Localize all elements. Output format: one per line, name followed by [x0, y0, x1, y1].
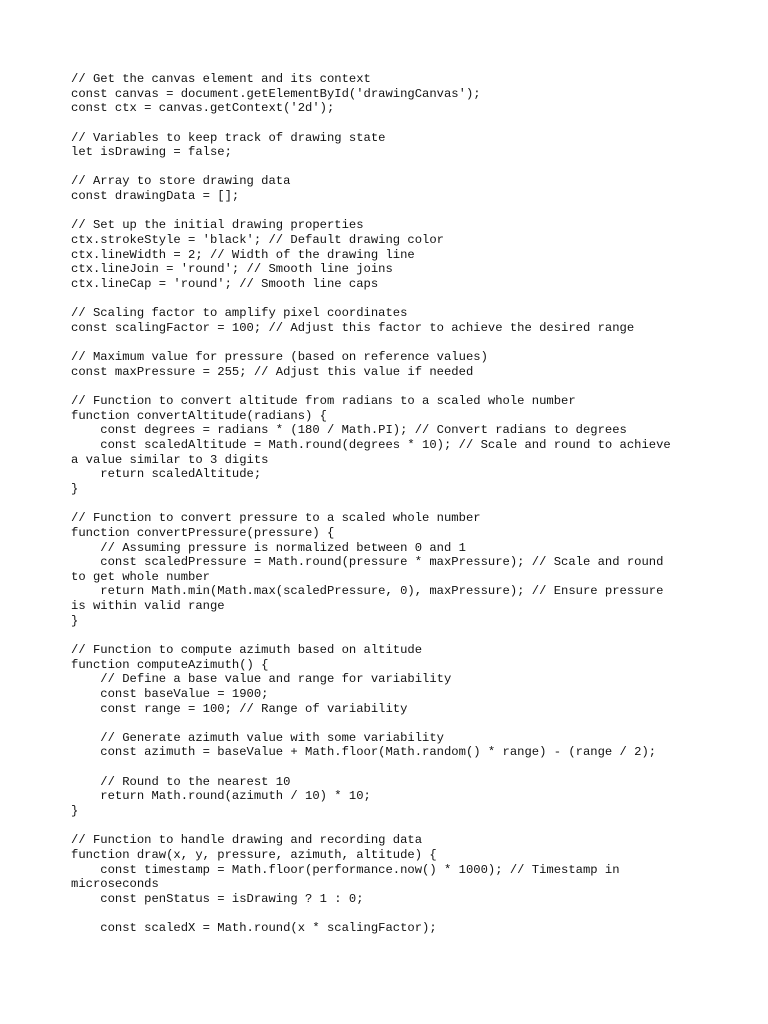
code-line: const scaledX = Math.round(x * scalingFactor);	[71, 921, 437, 936]
code-line: function draw(x, y, pressure, azimuth, altitude) {	[71, 847, 437, 862]
code-line: to get whole number	[71, 569, 210, 584]
code-line: const baseValue = 1900;	[71, 686, 269, 701]
code-line: const scaledPressure = Math.round(pressure * maxPressure); // Scale and round	[71, 555, 664, 570]
code-line: // Array to store drawing data	[71, 174, 291, 189]
code-block	[71, 72, 696, 936]
code-line: const scalingFactor = 100; // Adjust this factor to achieve the desired range	[71, 320, 635, 335]
code-line: const azimuth = baseValue + Math.floor(Math.random() * range) - (range / 2);	[71, 745, 657, 760]
code-line: ctx.strokeStyle = 'black'; // Default drawing color	[71, 233, 444, 248]
code-line	[71, 716, 696, 731]
code-line	[71, 292, 696, 307]
code-line: const penStatus = isDrawing ? 1 : 0;	[71, 891, 364, 906]
code-line	[71, 497, 696, 512]
code-line	[71, 204, 696, 219]
code-line: const canvas = document.getElementById('drawingCanvas');	[71, 86, 481, 101]
code-line: function convertPressure(pressure) {	[71, 525, 335, 540]
code-line: const degrees = radians * (180 / Math.PI); // Convert radians to degrees	[71, 423, 627, 438]
code-line	[71, 160, 696, 175]
code-line: return scaledAltitude;	[71, 467, 262, 482]
code-line: // Generate azimuth value with some variability	[71, 730, 444, 745]
code-line: // Function to convert altitude from radians to a scaled whole number	[71, 394, 576, 409]
code-line: const timestamp = Math.floor(performance.now() * 1000); // Timestamp in	[71, 862, 620, 877]
code-line: // Assuming pressure is normalized between 0 and 1	[71, 540, 466, 555]
code-line: }	[71, 481, 79, 496]
code-line: // Set up the initial drawing properties	[71, 218, 364, 233]
code-line: is within valid range	[71, 599, 225, 614]
code-line: function computeAzimuth() {	[71, 657, 269, 672]
code-line	[71, 628, 696, 643]
code-line: }	[71, 804, 79, 819]
code-line: const maxPressure = 255; // Adjust this value if needed	[71, 364, 474, 379]
code-line: // Scaling factor to amplify pixel coordinates	[71, 306, 408, 321]
code-line: microseconds	[71, 877, 159, 892]
code-line	[71, 379, 696, 394]
code-line: return Math.round(azimuth / 10) * 10;	[71, 789, 371, 804]
code-line: a value similar to 3 digits	[71, 452, 269, 467]
code-line: // Define a base value and range for variability	[71, 672, 452, 687]
code-line: const range = 100; // Range of variability	[71, 701, 408, 716]
code-line: // Function to handle drawing and recording data	[71, 833, 423, 848]
code-line	[71, 907, 696, 922]
code-line: const ctx = canvas.getContext('2d');	[71, 101, 335, 116]
code-line	[71, 116, 696, 131]
code-line: ctx.lineWidth = 2; // Width of the drawing line	[71, 247, 415, 262]
code-line	[71, 819, 696, 834]
code-line: ctx.lineCap = 'round'; // Smooth line caps	[71, 276, 379, 291]
code-line: function convertAltitude(radians) {	[71, 408, 327, 423]
code-line: const drawingData = [];	[71, 189, 240, 204]
code-line	[71, 760, 696, 775]
code-line	[71, 336, 696, 351]
code-line: return Math.min(Math.max(scaledPressure, 0), maxPressure); // Ensure pressure	[71, 584, 664, 599]
code-line: let isDrawing = false;	[71, 145, 232, 160]
code-line: // Function to convert pressure to a scaled whole number	[71, 511, 481, 526]
code-line: // Function to compute azimuth based on altitude	[71, 642, 423, 657]
code-line: ctx.lineJoin = 'round'; // Smooth line joins	[71, 262, 393, 277]
code-line: // Get the canvas element and its context	[71, 72, 371, 86]
code-line: // Variables to keep track of drawing state	[71, 130, 386, 145]
code-line: // Maximum value for pressure (based on reference values)	[71, 350, 488, 365]
code-line: const scaledAltitude = Math.round(degrees * 10); // Scale and round to achieve	[71, 438, 671, 453]
code-line: }	[71, 613, 79, 628]
code-line: // Round to the nearest 10	[71, 774, 291, 789]
